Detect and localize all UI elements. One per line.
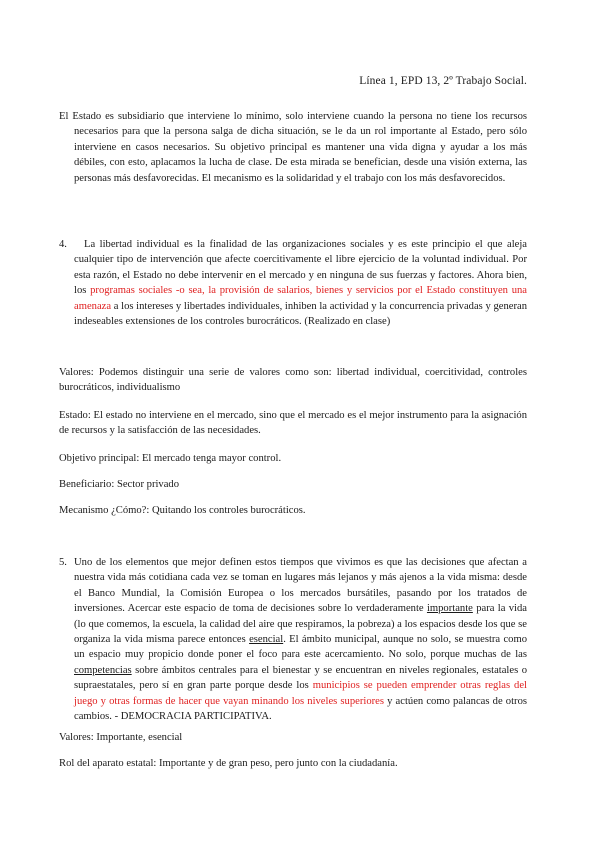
paragraph-4-highlight: programas sociales -o sea, la provisión de salarios, bienes y servicios por el Estado constituyen una amenaza [74, 285, 528, 312]
paragraph-4-number: 4. [59, 239, 67, 250]
estado-1: Estado: El estado no interviene en el mercado, sino que el mercado es el mejor instrumento para la asignación de recursos y la satisfacción de las necesidades. [59, 410, 527, 437]
valores-1: Valores: Podemos distinguir una serie de valores como son: libertad individual, coercitividad, controles burocráticos, individualismo [59, 367, 527, 394]
paragraph-4-text-b: a los intereses y libertades individuales, inhiben la actividad y la concurrencia privadas y generan indeseables extensiones de los controles burocráticos. (Realizado en clase) [74, 300, 527, 328]
paragraph-5 [59, 555, 527, 724]
paragraph-5-text-b: para la vida (lo que comemos, la escuela, la calidad del aire que respiramos, la pobreza) a los espacios desde los que se organiza la vida misma parece entonces [74, 603, 527, 646]
rol-estatal-2: Rol del aparato estatal: Importante y de gran peso, pero junto con la ciudadanía. [59, 758, 398, 769]
paragraph-4 [59, 237, 527, 329]
beneficiario-1: Beneficiario: Sector privado [59, 479, 180, 490]
paragraph-5-text-a: Uno de los elementos que mejor definen estos tiempos que vivimos es que las decisiones que afectan a nuestra vida más cotidiana cada vez se toman en lugares más lejanos y más ajenos a la vida misma: desde el Banco Mundial, la Comisión Europea o los mercados bursátiles, pasando por los tratados de inversiones. Acercar este espacio de toma de decisiones sobre lo verdaderamente [74, 557, 527, 615]
mecanismo-1: Mecanismo ¿Cómo?: Quitando los controles burocráticos. [59, 505, 306, 516]
paragraph-5-underline-importante: importante [426, 603, 473, 615]
paragraph-5-highlight: municipios se pueden emprender otras reglas del juego y otras formas de hacer que vayan minando los niveles superiores [74, 680, 527, 707]
paragraph-5-underline-competencias: competencias [74, 664, 132, 676]
valores-2: Valores: Importante, esencial [59, 732, 183, 743]
paragraph-5-text-d: sobre ámbitos centrales para el bienestar y se encuentran en niveles regionales, estatales o supraestatales, pero sí en gran parte porque desde los [74, 664, 527, 692]
paragraph-4-text-a: La libertad individual es la finalidad de las organizaciones sociales y es este principio el que aleja cualquier tipo de intervención que afecte coercitivamente el libre ejercicio de la voluntad individual. Por esta razón, el Estado no debe intervenir en el mercado y en ninguna de sus fuerzas y factores. Ahora bien, los [74, 239, 527, 297]
paragraph-5-text-e: y actúen como palancas de otros cambios. - DEMOCRACIA PARTICIPATIVA. [74, 695, 527, 723]
document-header: Línea 1, EPD 13, 2º Trabajo Social. [359, 75, 527, 87]
paragraph-5-text-c: . El ámbito municipal, aunque no solo, se muestra como un espacio muy propicio donde poner el foco para este acercamiento. No solo, porque muchas de las [74, 634, 527, 661]
paragraph-subsidiary-state: El Estado es subsidiario que interviene lo mínimo, solo interviene cuando la persona no tiene los recursos necesarios para que la persona salga de dicha situación, se le da un rol importante al Estado, pero sólo interviene en casos necesarios. Su objetivo principal es mantener una vida digna y ayudar a los más débiles, con esto, aplacamos la lucha de clase. De esta mirada se benefician, desde una visión externa, las personas más desfavorecidas. El mecanismo es la solidaridad y el trabajo con los más desfavorecidos. [59, 111, 527, 184]
paragraph-5-number: 5. [59, 557, 67, 568]
objetivo-1: Objetivo principal: El mercado tenga mayor control. [59, 453, 282, 464]
paragraph-5-underline-esencial: esencial [249, 634, 284, 646]
